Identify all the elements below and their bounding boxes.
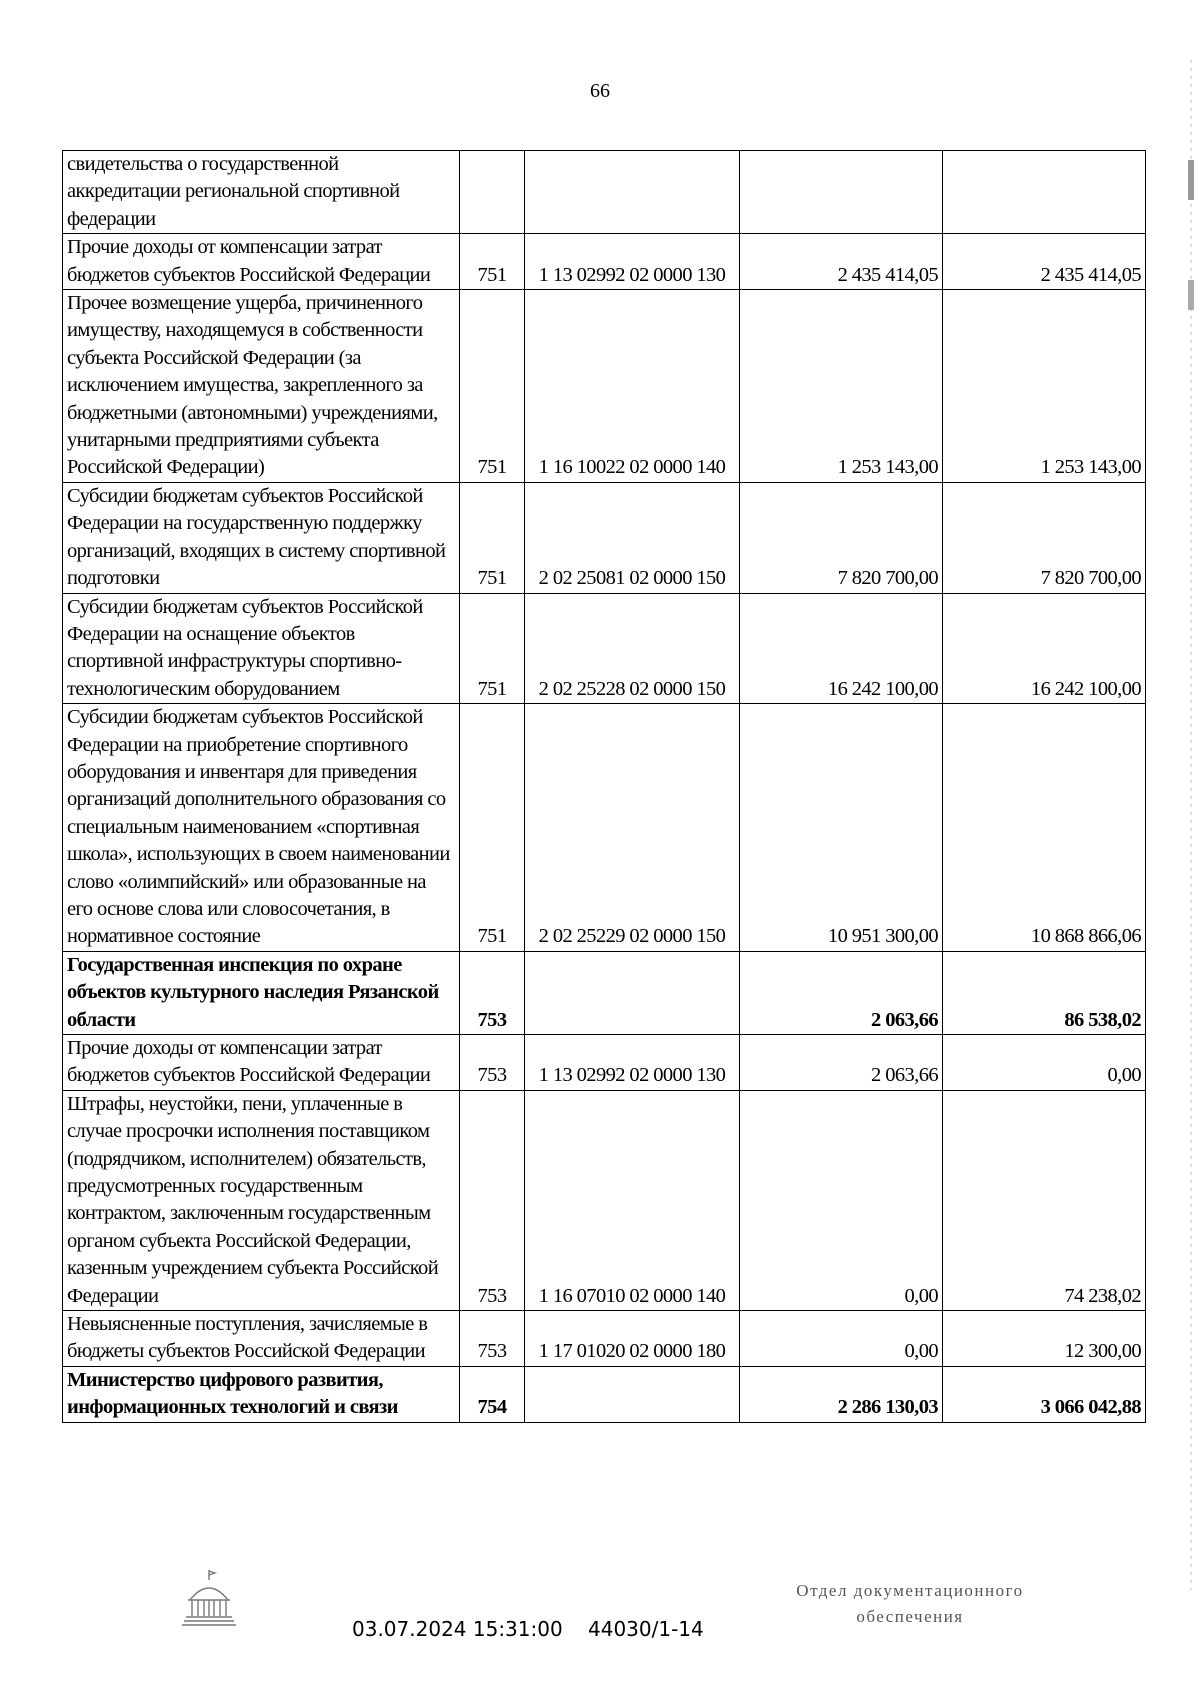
cell-name: Прочие доходы от компенсации затрат бюджетов субъектов Российской Федерации	[63, 234, 460, 290]
cell-fact	[943, 151, 1146, 234]
cell-chapter: 751	[460, 290, 525, 483]
cell-code: 1 13 02992 02 0000 130	[525, 1035, 740, 1091]
cell-name: Субсидии бюджетам субъектов Российской Федерации на оснащение объектов спортивной инфраструктуры спортивно-технологическим оборудованием	[63, 593, 460, 704]
cell-chapter: 753	[460, 1311, 525, 1367]
table-row	[63, 1035, 1146, 1091]
cell-fact: 3 066 042,88	[943, 1366, 1146, 1422]
cell-name: Государственная инспекция по охране объектов культурного наследия Рязанской области	[63, 951, 460, 1034]
cell-name: Министерство цифрового развития, информационных технологий и связи	[63, 1366, 460, 1422]
cell-name: Прочие доходы от компенсации затрат бюджетов субъектов Российской Федерации	[63, 1035, 460, 1091]
cell-fact: 16 242 100,00	[943, 593, 1146, 704]
footer-datetime: 03.07.2024 15:31:00	[352, 1617, 563, 1641]
cell-name: Субсидии бюджетам субъектов Российской Федерации на приобретение спортивного оборудования и инвентаря для приведения организаций дополнительного образования со специальным наименованием «спортивная школа», использующих в своем наименовании слово «олимпийский» или образованные на его основе слова или словосочетания, в нормативное состояние	[63, 704, 460, 952]
cell-name: Невыясненные поступления, зачисляемые в бюджеты субъектов Российской Федерации	[63, 1311, 460, 1367]
cell-plan: 10 951 300,00	[740, 704, 943, 952]
cell-code: 1 17 01020 02 0000 180	[525, 1311, 740, 1367]
cell-chapter: 751	[460, 704, 525, 952]
cell-code: 1 16 10022 02 0000 140	[525, 290, 740, 483]
table-row	[63, 290, 1146, 483]
cell-plan: 16 242 100,00	[740, 593, 943, 704]
cell-code: 2 02 25229 02 0000 150	[525, 704, 740, 952]
cell-plan: 7 820 700,00	[740, 482, 943, 593]
cell-code: 2 02 25228 02 0000 150	[525, 593, 740, 704]
table-row	[63, 704, 1146, 952]
cell-fact: 1 253 143,00	[943, 290, 1146, 483]
cell-name: свидетельства о государственной аккредитации региональной спортивной федерации	[63, 151, 460, 234]
cell-fact: 74 238,02	[943, 1090, 1146, 1310]
cell-fact: 86 538,02	[943, 951, 1146, 1034]
cell-chapter: 751	[460, 482, 525, 593]
cell-code: 2 02 25081 02 0000 150	[525, 482, 740, 593]
cell-chapter: 751	[460, 593, 525, 704]
duma-logo-icon	[178, 1568, 240, 1630]
footer-document-number: 44030/1-14	[588, 1617, 704, 1641]
cell-plan: 1 253 143,00	[740, 290, 943, 483]
cell-plan: 2 435 414,05	[740, 234, 943, 290]
cell-plan: 2 063,66	[740, 951, 943, 1034]
table-row	[63, 1311, 1146, 1367]
page-number: 66	[590, 80, 610, 102]
cell-name: Штрафы, неустойки, пени, уплаченные в случае просрочки исполнения поставщиком (подрядчиком, исполнителем) обязательств, предусмотренных государственным контрактом, заключенным государственным органом субъекта Российской Федерации, казенным учреждением субъекта Российской Федерации	[63, 1090, 460, 1310]
cell-code: 1 13 02992 02 0000 130	[525, 234, 740, 290]
table-row-section	[63, 1366, 1146, 1422]
cell-fact: 7 820 700,00	[943, 482, 1146, 593]
cell-chapter: 753	[460, 1090, 525, 1310]
table-row	[63, 482, 1146, 593]
cell-name: Субсидии бюджетам субъектов Российской Федерации на государственную поддержку организаций, входящих в систему спортивной подготовки	[63, 482, 460, 593]
cell-chapter: 751	[460, 234, 525, 290]
cell-chapter: 753	[460, 951, 525, 1034]
table-row	[63, 234, 1146, 290]
table-row	[63, 593, 1146, 704]
cell-plan: 2 286 130,03	[740, 1366, 943, 1422]
cell-plan: 0,00	[740, 1311, 943, 1367]
cell-code	[525, 151, 740, 234]
cell-plan: 0,00	[740, 1090, 943, 1310]
table-row	[63, 1090, 1146, 1310]
cell-code: 1 16 07010 02 0000 140	[525, 1090, 740, 1310]
scan-edge-artifact	[1186, 60, 1196, 1590]
cell-plan	[740, 151, 943, 234]
cell-code	[525, 1366, 740, 1422]
cell-fact: 12 300,00	[943, 1311, 1146, 1367]
table-body	[63, 151, 1146, 1423]
department-stamp	[760, 1578, 1060, 1630]
cell-fact: 2 435 414,05	[943, 234, 1146, 290]
cell-code	[525, 951, 740, 1034]
cell-fact: 10 868 866,06	[943, 704, 1146, 952]
table-row	[63, 151, 1146, 234]
cell-name: Прочее возмещение ущерба, причиненного имуществу, находящемуся в собственности субъекта Российской Федерации (за исключением имущества, закрепленного за бюджетными (автономными) учреждениями, унитарными предприятиями субъекта Российской Федерации)	[63, 290, 460, 483]
table-row-section	[63, 951, 1146, 1034]
cell-chapter	[460, 151, 525, 234]
stamp-line-1: Отдел документационного	[796, 1581, 1024, 1600]
cell-fact: 0,00	[943, 1035, 1146, 1091]
stamp-line-2: обеспечения	[856, 1607, 964, 1626]
cell-chapter: 754	[460, 1366, 525, 1422]
revenue-table	[62, 150, 1146, 1423]
cell-plan: 2 063,66	[740, 1035, 943, 1091]
cell-chapter: 753	[460, 1035, 525, 1091]
